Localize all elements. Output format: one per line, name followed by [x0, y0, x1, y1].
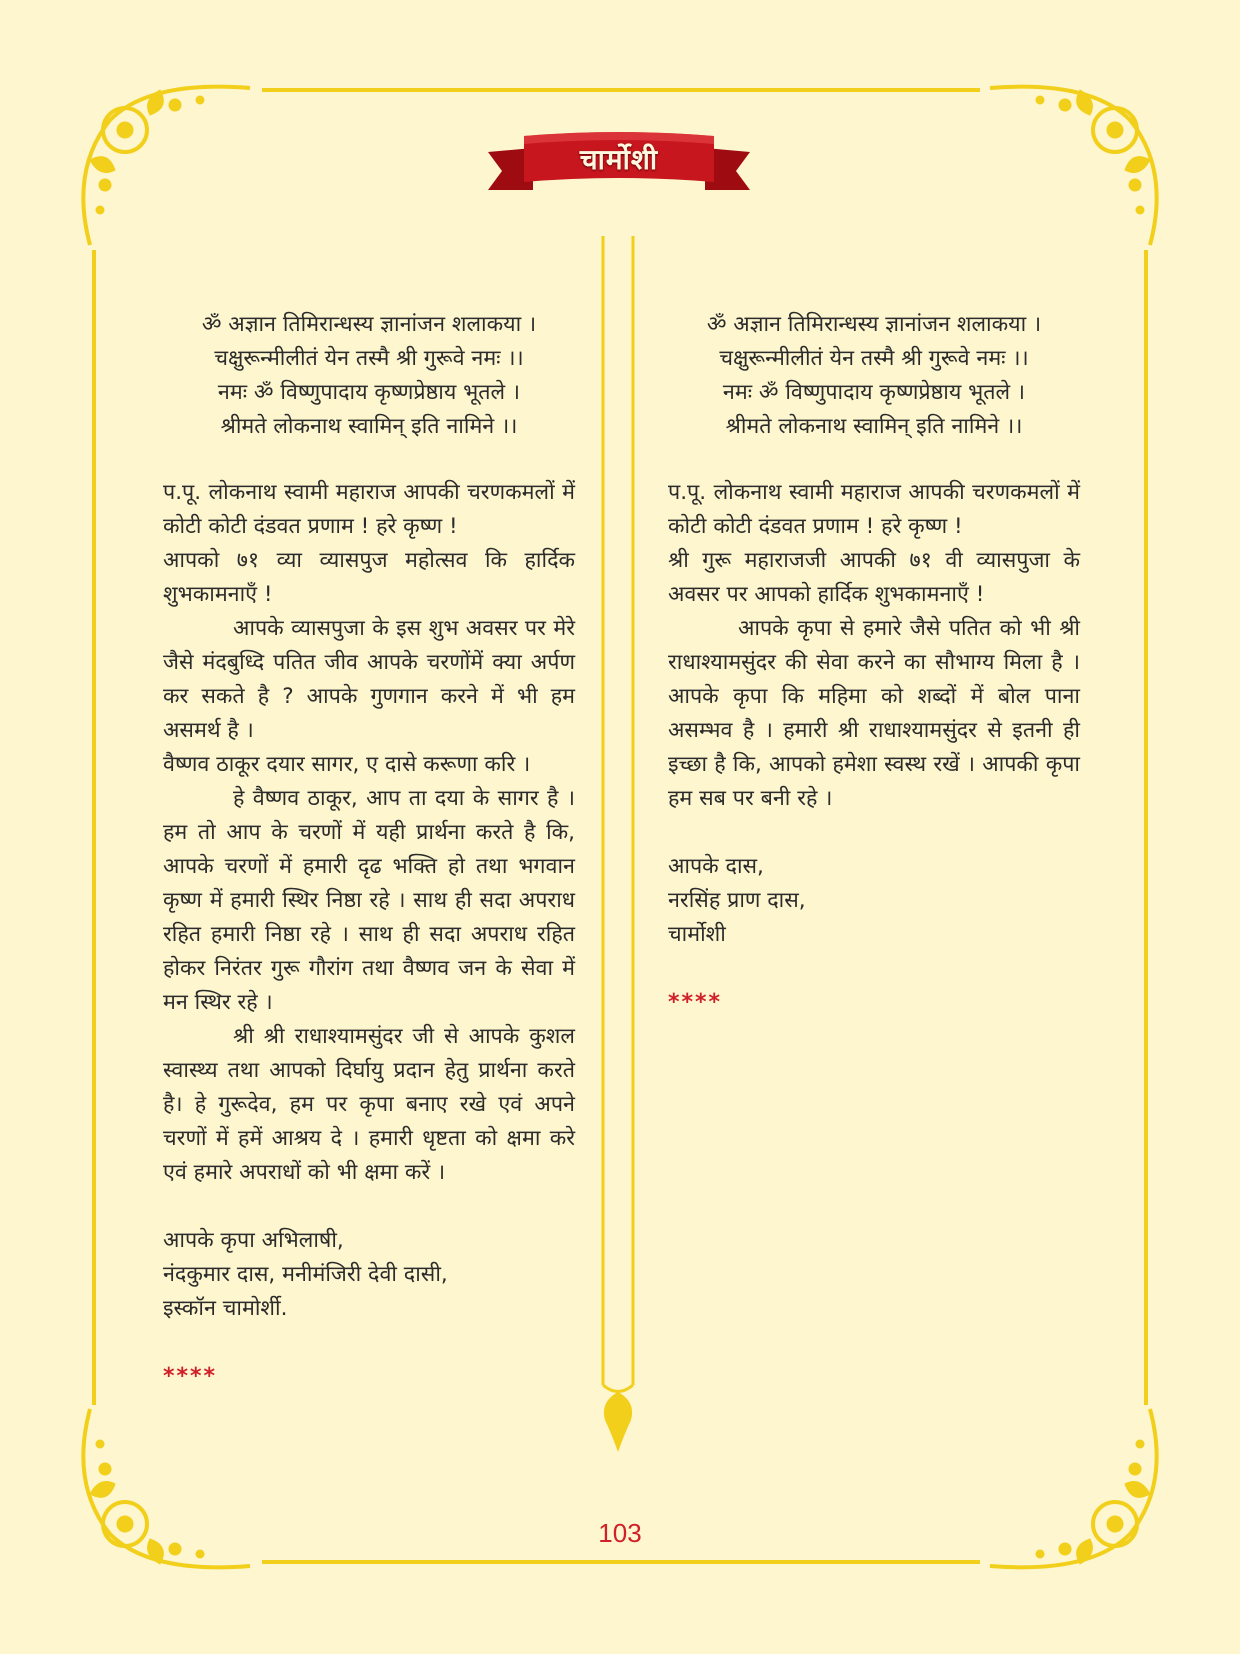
mantra-line: चक्षुरून्मीलीतं येन तस्मै श्री गुरूवे नमः ।। — [214, 346, 524, 371]
verse-line: वैष्णव ठाकूर दयार सागर, ए दासे करूणा करि । — [163, 752, 531, 777]
mantra-line: ॐ अज्ञान तिमिरान्धस्य ज्ञानांजन शलाकया । — [706, 312, 1042, 337]
greeting-paragraph: प.पू. लोकनाथ स्वामी महाराज आपकी चरणकमलों में कोटी कोटी दंडवत प्रणाम ! हरे कृष्ण ! — [163, 480, 575, 539]
wishes-paragraph: श्री गुरू महाराजजी आपकी ७१ वी व्यासपुजा के अवसर पर आपको हार्दिक शुभकामनाएँ ! — [668, 548, 1080, 607]
invocation-mantra — [163, 308, 575, 444]
right-letter — [668, 308, 1080, 1020]
page-title: चार्मोशी — [579, 143, 659, 176]
wishes-paragraph: आपको ७१ व्या व्यासपुज महोत्सव कि हार्दिक शुभकामनाएँ ! — [163, 548, 575, 607]
corner-ornament-top-left — [83, 87, 250, 245]
left-letter — [163, 308, 575, 1394]
signature-line: नंदकुमार दास, मनीमंजिरी देवी दासी, — [163, 1262, 448, 1287]
title-ribbon — [488, 130, 750, 200]
mantra-line: नमः ॐ विष्णुपादाय कृष्णप्रेष्ठाय भूतले । — [217, 380, 521, 405]
body-paragraph: श्री श्री राधाश्यामसुंदर जी से आपके कुशल स्वास्थ्य तथा आपको दिर्घायु प्रदान हेतु प्रार्थना करते है। हे गुरूदेव, हम पर कृपा बनाए रखे एवं अपने चरणों में हमें आश्रय दे । हमारी धृष्टता को क्षमा करे एवं हमारे अपराधों को भी क्षमा करें । — [163, 1024, 575, 1185]
body-paragraph: हे वैष्णव ठाकूर, आप ता दया के सागर है । हम तो आप के चरणों में यही प्रार्थना करते है कि, आपके चरणों में हमारी दृढ भक्ति हो तथा भगवान कृष्ण में हमारी स्थिर निष्ठा रहे । साथ ही सदा अपराध रहित हमारी निष्ठा रहे । साथ ही सदा अपराध रहित होकर निरंतर गुरू गौरांग तथा वैष्णव जन के सेवा में मन स्थिर रहे । — [163, 786, 575, 1015]
signature-line: आपके कृपा अभिलाषी, — [163, 1228, 344, 1253]
corner-ornament-bottom-right — [990, 1409, 1157, 1567]
invocation-mantra — [668, 308, 1080, 444]
mantra-line: श्रीमते लोकनाथ स्वामिन् इति नामिने ।। — [220, 414, 518, 439]
corner-ornament-top-right — [990, 87, 1157, 245]
signature-line: आपके दास, — [668, 854, 764, 879]
mantra-line: नमः ॐ विष्णुपादाय कृष्णप्रेष्ठाय भूतले । — [722, 380, 1026, 405]
signature-line: चार्मोशी — [668, 922, 726, 947]
signature-line: नरसिंह प्राण दास, — [668, 888, 806, 913]
end-stars: **** — [668, 990, 723, 1015]
body-paragraph: आपके कृपा से हमारे जैसे पतित को भी श्री राधाश्यामसुंदर की सेवा करने का सौभाग्य मिला है । आपके कृपा कि महिमा को शब्दों में बोल पाना असम्भव है । हमारी श्री राधाश्यामसुंदर से इतनी ही इच्छा है कि, आपको हमेशा स्वस्थ रखें । आपकी कृपा हम सब पर बनी रहे । — [668, 616, 1080, 811]
body-paragraph: आपके व्यासपुजा के इस शुभ अवसर पर मेरे जैसे मंदबुध्दि पतित जीव आपके चरणोंमें क्या अर्पण कर सकते है ? आपके गुणगान करने में भी हम असमर्थ है । — [163, 616, 575, 743]
end-stars: **** — [163, 1364, 218, 1389]
mantra-line: ॐ अज्ञान तिमिरान्धस्य ज्ञानांजन शलाकया । — [201, 312, 537, 337]
greeting-paragraph: प.पू. लोकनाथ स्वामी महाराज आपकी चरणकमलों में कोटी कोटी दंडवत प्रणाम ! हरे कृष्ण ! — [668, 480, 1080, 539]
corner-ornament-bottom-left — [83, 1409, 250, 1567]
signature-block — [668, 850, 1080, 952]
signature-line: इस्कॉन चामोर्शी. — [163, 1296, 288, 1321]
page-number: 103 — [598, 1518, 642, 1548]
mantra-line: श्रीमते लोकनाथ स्वामिन् इति नामिने ।। — [725, 414, 1023, 439]
signature-block — [163, 1224, 575, 1326]
mantra-line: चक्षुरून्मीलीतं येन तस्मै श्री गुरूवे नमः ।। — [719, 346, 1029, 371]
